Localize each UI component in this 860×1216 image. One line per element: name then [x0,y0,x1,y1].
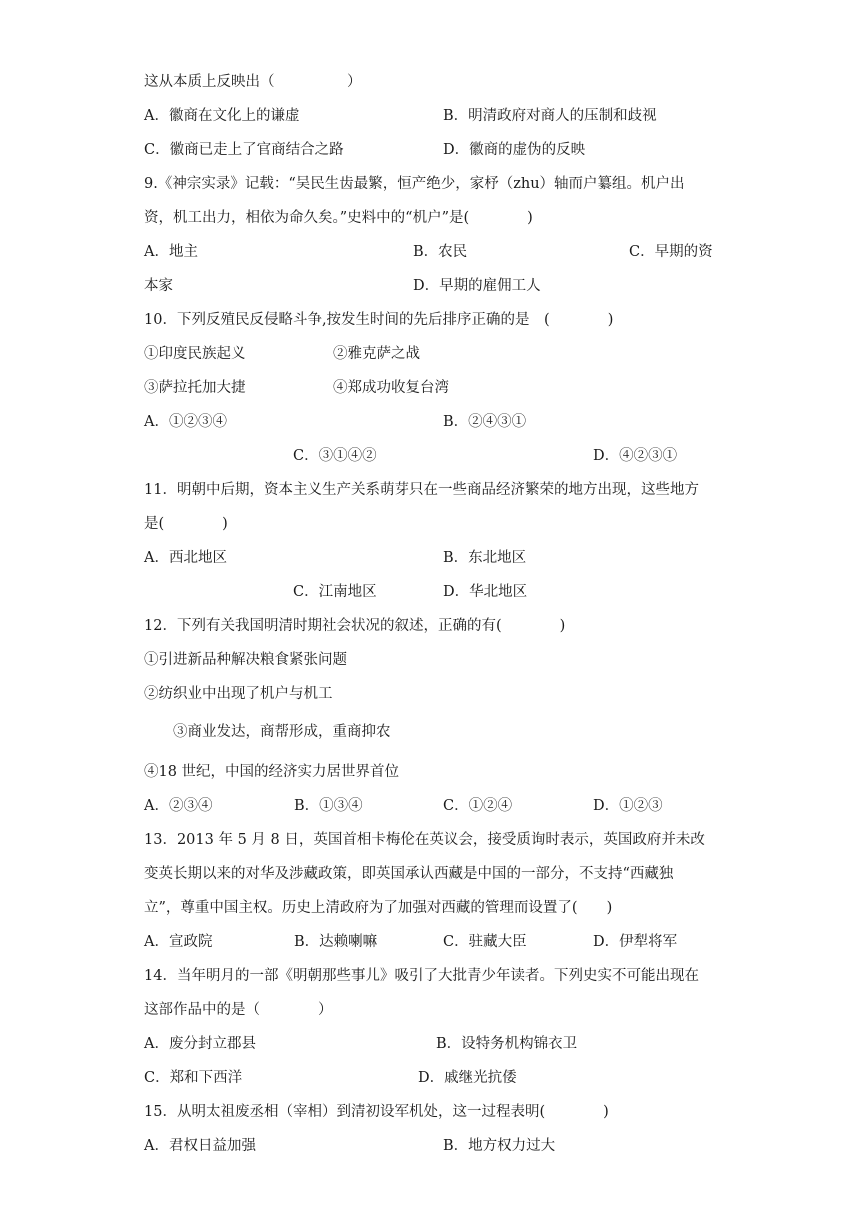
q8-stem-tail: 这从本质上反映出（ ） [144,74,362,90]
q10-option-a: A．①②③④ [144,414,227,430]
q9-option-d: D．早期的雇佣工人 [413,278,541,294]
q14-option-d: D．戚继光抗倭 [418,1070,517,1086]
q13-option-a: A．宣政院 [144,934,213,950]
q10-item-3: ③萨拉托加大捷 [144,380,246,396]
q12-item-4: ④18 世纪，中国的经济实力居世界首位 [144,764,400,780]
q13-option-b: B．达赖喇嘛 [294,934,378,950]
q10-item-4: ④郑成功收复台湾 [333,380,449,396]
q9-stem-line2: 资，机工出力，相依为命久矣。”史料中的“机户”是( ) [144,210,533,226]
q9-option-c-end: 本家 [144,278,173,294]
q13-stem-line1: 13．2013 年 5 月 8 日，英国首相卡梅伦在英议会，接受质询时表示，英国政府并未改 [144,832,705,848]
q12-option-a: A．②③④ [144,798,213,814]
q14-option-c: C．郑和下西洋 [144,1070,243,1086]
q10-option-c: C．③①④② [293,448,377,464]
q10-option-d: D．④②③① [593,448,678,464]
q10-stem: 10．下列反殖民反侵略斗争,按发生时间的先后排序正确的是 ( ) [144,312,614,328]
q9-option-b: B．农民 [413,244,468,260]
q11-option-d: D．华北地区 [443,584,528,600]
q11-option-c: C．江南地区 [293,584,377,600]
q13-stem-line2: 变英长期以来的对华及涉藏政策，即英国承认西藏是中国的一部分，不支持“西藏独 [144,866,674,882]
q9-stem-line1: 9.《神宗实录》记载：“吴民生齿最繁，恒产绝少，家杼（zhu）轴而户纂组。机户出 [144,176,685,192]
q12-item-3: ③商业发达，商帮形成，重商抑农 [173,724,391,740]
q14-option-a: A．废分封立郡县 [144,1036,256,1052]
q8-option-d: D．徽商的虚伪的反映 [443,142,586,158]
q11-stem-line2: 是( ) [144,516,228,532]
q8-option-b: B．明清政府对商人的压制和歧视 [443,108,657,124]
q15-stem: 15．从明太祖废丞相（宰相）到清初设军机处，这一过程表明( ) [144,1104,609,1120]
q13-stem-line3: 立”，尊重中国主权。历史上清政府为了加强对西藏的管理而设置了( ) [144,900,613,916]
q10-item-1: ①印度民族起义 [144,346,246,362]
q12-option-c: C．①②④ [443,798,513,814]
q12-stem: 12．下列有关我国明清时期社会状况的叙述，正确的有( ) [144,618,566,634]
q8-option-c: C．徽商已走上了官商结合之路 [144,142,344,158]
q10-item-2: ②雅克萨之战 [333,346,420,362]
q12-option-d: D．①②③ [593,798,663,814]
q13-option-d: D．伊犁将军 [593,934,678,950]
q14-stem-line2: 这部作品中的是（ ） [144,1002,333,1018]
q15-option-b: B．地方权力过大 [443,1138,556,1154]
q14-stem-line1: 14．当年明月的一部《明朝那些事儿》吸引了大批青少年读者。下列史实不可能出现在 [144,968,699,984]
q12-option-b: B．①③④ [294,798,363,814]
q11-stem-line1: 11．明朝中后期，资本主义生产关系萌芽只在一些商品经济繁荣的地方出现，这些地方 [144,482,699,498]
q13-option-c: C．驻藏大臣 [443,934,527,950]
q11-option-b: B．东北地区 [443,550,527,566]
q15-option-a: A．君权日益加强 [144,1138,256,1154]
q11-option-a: A．西北地区 [144,550,227,566]
q12-item-2: ②纺织业中出现了机户与机工 [144,686,333,702]
q8-option-a: A．徽商在文化上的谦虚 [144,108,300,124]
q12-item-1: ①引进新品种解决粮食紧张问题 [144,652,347,668]
q9-option-c-start: C．早期的资 [629,244,713,260]
q14-option-b: B．设特务机构锦衣卫 [436,1036,578,1052]
q10-option-b: B．②④③① [443,414,527,430]
q9-option-a: A．地主 [144,244,198,260]
